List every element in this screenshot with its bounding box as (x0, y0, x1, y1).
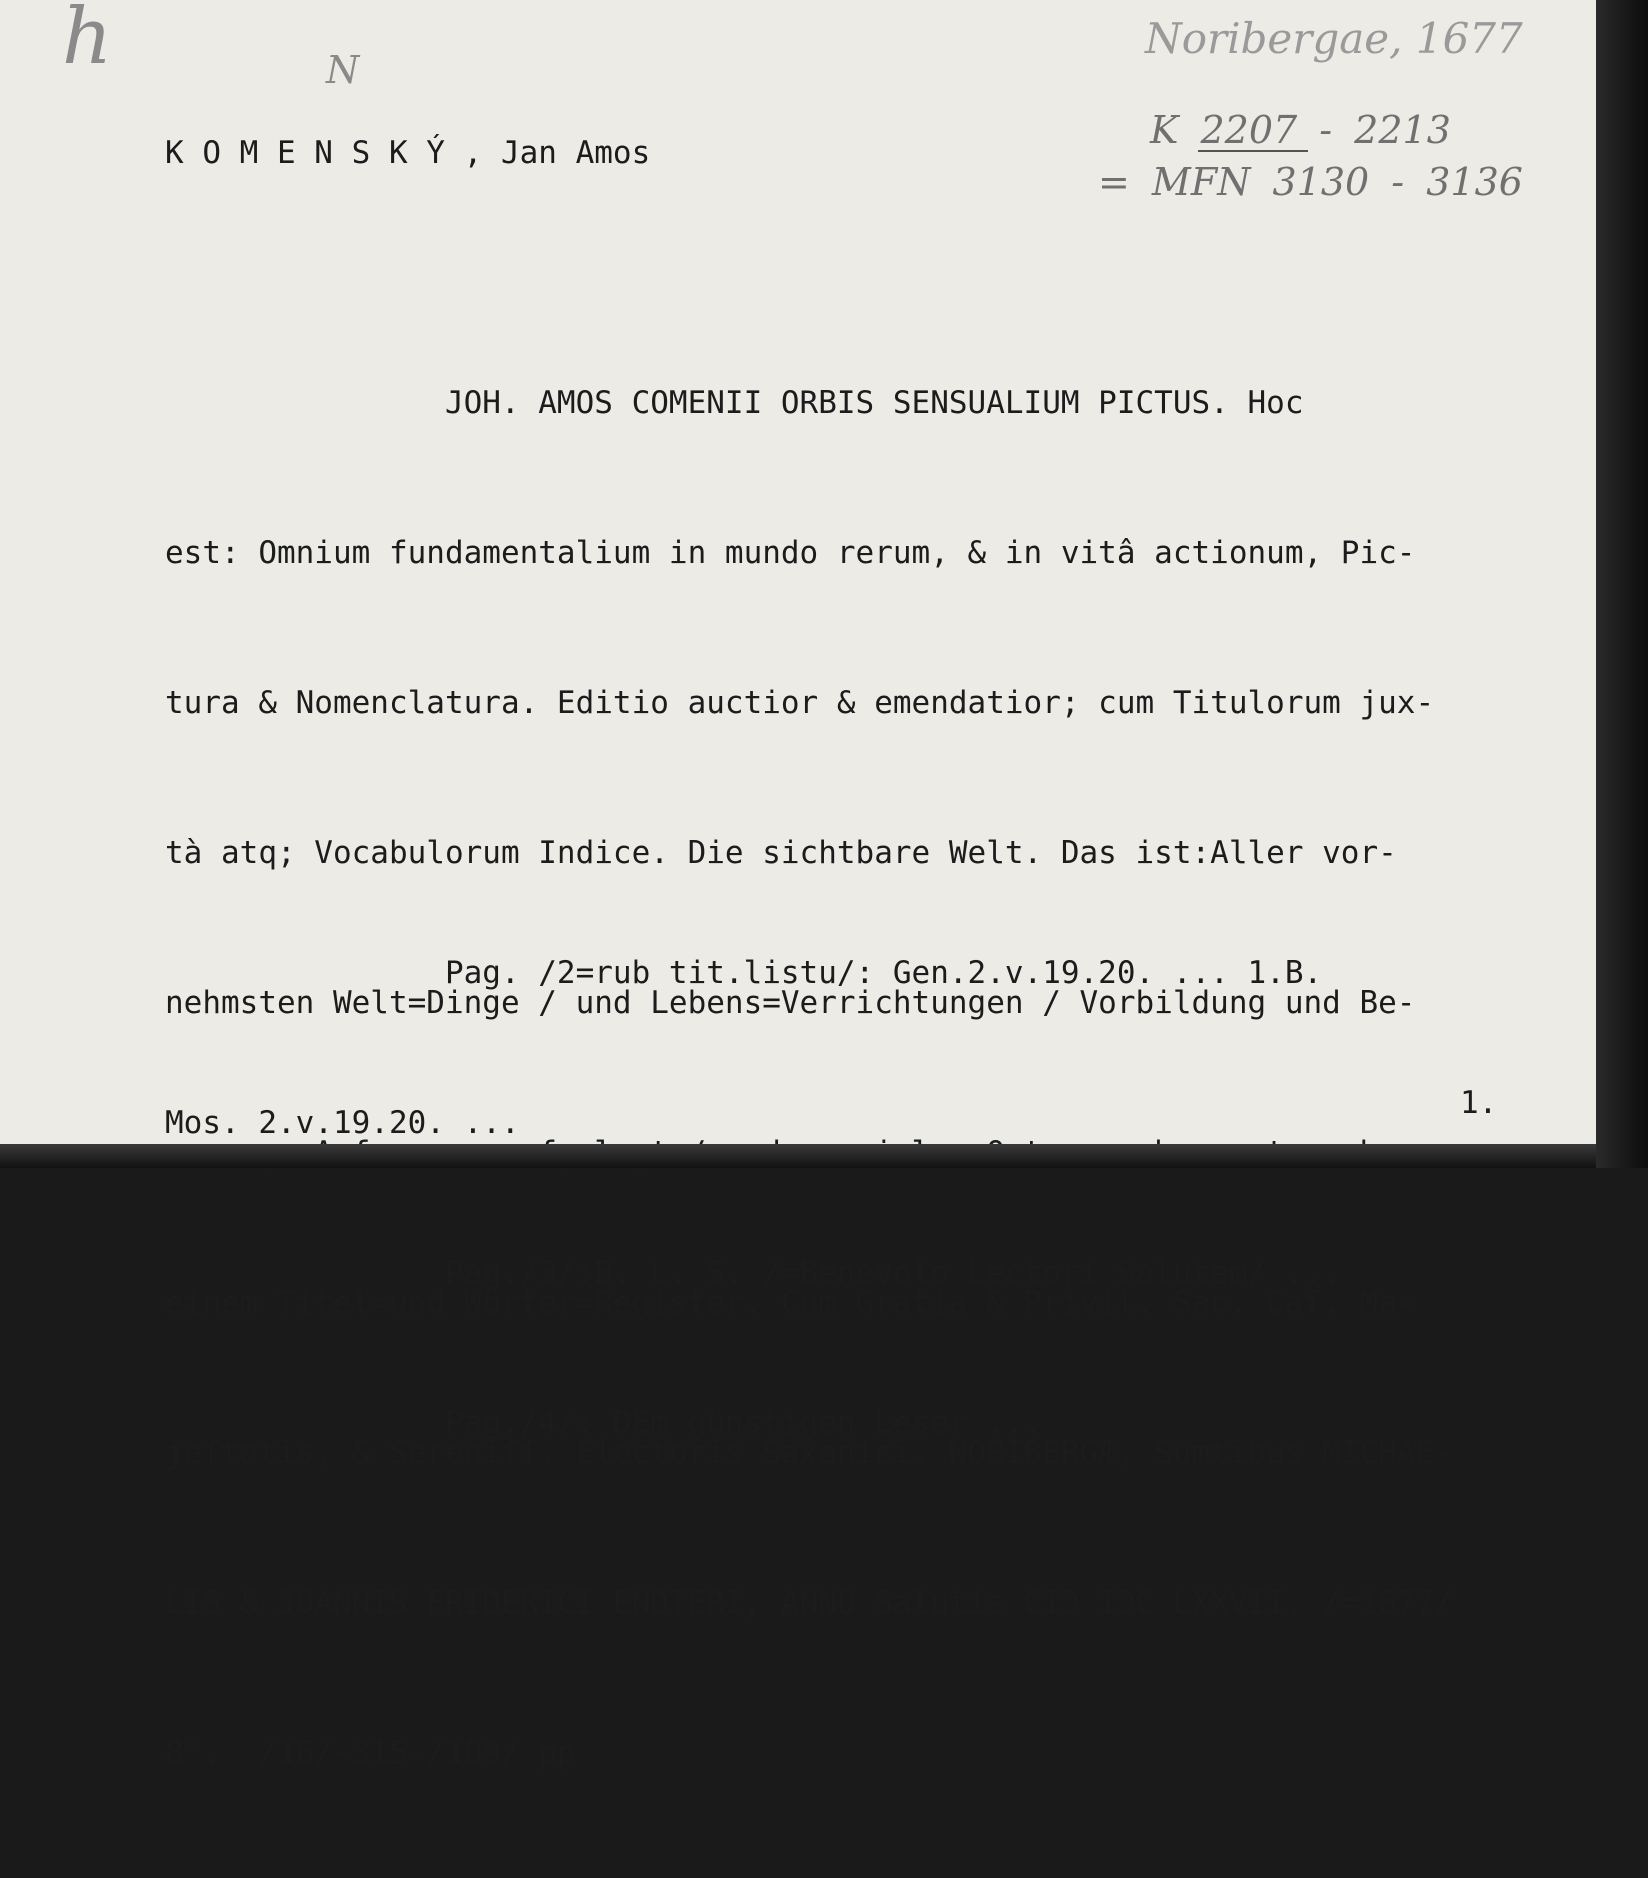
page-note-line: Pag. /2=rub tit.listu/: Gen.2.v.19.20. ... 1.B. (165, 955, 1323, 991)
description-line: tà atq; Vocabulorum Indice. Die sichtbare Welt. Das ist:Aller vor- (165, 835, 1397, 871)
page-notes (165, 848, 1341, 1548)
handwritten-place-date: Noribergae, 1677 (1145, 14, 1523, 63)
description-line: einem Titel=und Wörter=Register. Cum Gratia & Privil. Sac. Caſ. Ma- (165, 1285, 1416, 1321)
description-line: est: Omnium fundamentalium in mundo rerum, & in vitâ actionum, Pic- (165, 535, 1416, 571)
description-line: 8°. /16/-315-/109/ pp (165, 1735, 576, 1771)
handwritten-call-number-2: = MFN 3130 - 3136 (1098, 160, 1523, 204)
page-note-line: Mos. 2.v.19.20. ... (165, 1105, 520, 1141)
description-line: JOH. AMOS COMENII ORBIS SENSUALIUM PICTUS. Hoc (165, 385, 1304, 421)
handwritten-call-number-1: K 2207 - 2213 (1150, 108, 1451, 152)
description-line: tura & Nomenclatura. Editio auctior & emendatior; cum Titulorum jux- (165, 685, 1435, 721)
call-number-divider (1198, 150, 1308, 152)
handwritten-small-mark: N (326, 48, 360, 92)
page-note-line: Pag./4/: DEm günstigen Leser ... (165, 1405, 1043, 1441)
page-note-line: Pag./3/:B. L. S. /=Benevolo Lectori Salutem/ ... (165, 1255, 1341, 1291)
description-line: LIS & JOANNIS FRIDERICI ENDTERI, ANNO Salutis CIƆ IƆC LXXVII. /=1677/ (165, 1585, 1453, 1621)
handwritten-corner-mark: h (62, 0, 113, 82)
scan-edge-right (1596, 0, 1648, 1168)
scan-edge-bottom (0, 1144, 1596, 1168)
card-number: 1. (1460, 1085, 1498, 1121)
description-line: nehmsten Welt=Dinge / und Lebens=Verrichtungen / Vorbildung und Be- (165, 985, 1416, 1021)
description-line: jeſtatis, & Sereniſſ. Electoris Saxonici. NORIBERGÆ, Sumtibus MICHAE- (165, 1435, 1453, 1471)
author-heading: K O M E N S K Ý , Jan Amos (165, 135, 651, 171)
